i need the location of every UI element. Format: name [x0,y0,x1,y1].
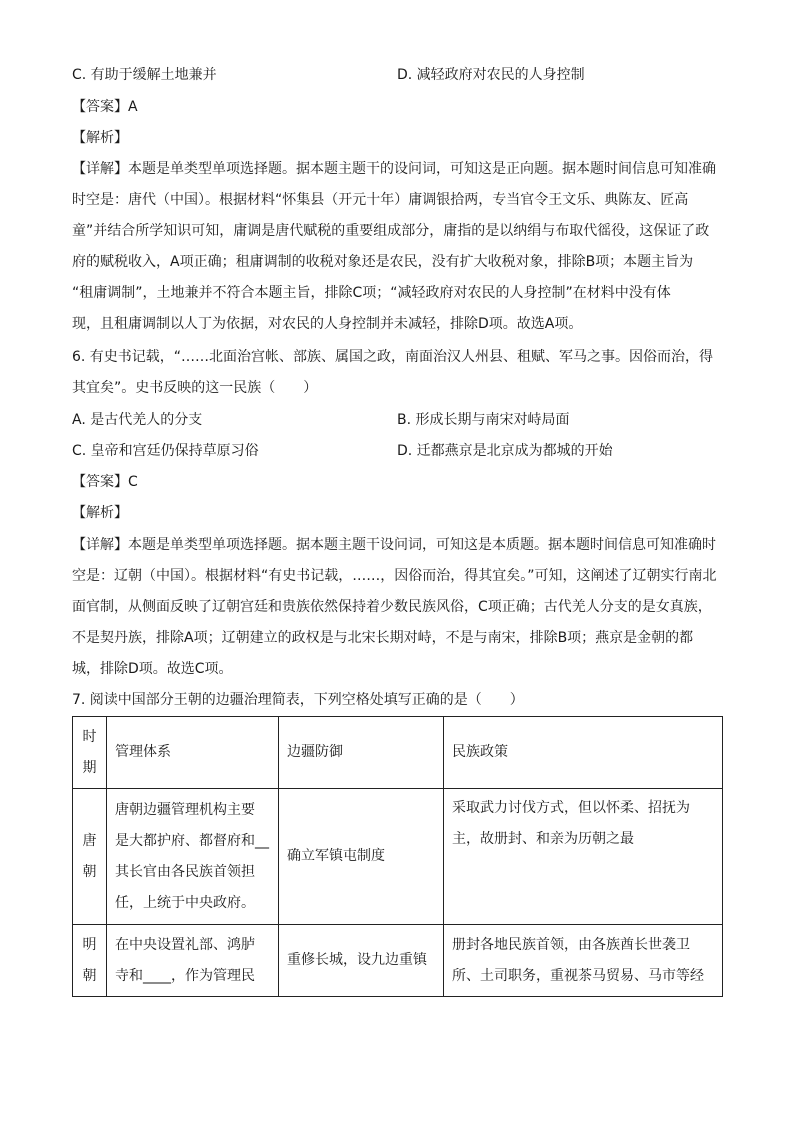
question-7-stem: 7. 阅读中国部分王朝的边疆治理简表，下列空格处填写正确的是（ ） [72,692,524,708]
detail-line: 不是契丹族，排除A项；辽朝建立的政权是与北宋长期对峙，不是与南宋，排除B项；燕京是金朝的都 [72,630,694,646]
detail-line: 面官制，从侧面反映了辽朝宫廷和贵族依然保持着少数民族风俗，C项正确；古代羌人分支的是女真族， [72,599,712,615]
detail-line: 空是：辽朝（中国）。根据材料“有史书记载，……，因俗而治，得其宜矣。”可知，这阐述了辽朝实行南北 [72,568,717,584]
analysis-label: 【解析】 [72,130,128,146]
table-header-cell: 边疆防御 [279,717,444,789]
answer-line: 【答案】A [72,99,138,115]
detail-line: 府的赋税收入，A项正确；租庸调制的收税对象还是农民，没有扩大收税对象，排除B项；本题主旨为 [72,254,694,270]
detail-line: 童”并结合所学知识可知，庸调是唐代赋税的重要组成部分，庸指的是以纳绢与布取代徭役，这保证了政 [72,223,710,239]
table-cell-admin: 在中央设置礼部、鸿胪 寺和____，作为管理民 [107,925,279,997]
question-6-stem: 6. 有史书记载，“……北面治宫帐、部族、属国之政，南面治汉人州县、租赋、军马之事。因俗而治，得 [72,349,714,365]
table-cell-period: 明 朝 [73,925,107,997]
option-b: B. 形成长期与南宋对峙局面 [397,412,570,428]
table-cell-defense: 重修长城，设九边重镇 [279,925,444,997]
detail-line: 【详解】本题是单类型单项选择题。据本题主题干设问词，可知这是本质题。据本题时间信息可知准确时 [72,537,716,553]
table-cell-policy: 册封各地民族首领，由各族酋长世袭卫 所、土司职务，重视茶马贸易、马市等经 [444,925,723,997]
option-c: C. 皇帝和宫廷仍保持草原习俗 [72,443,259,459]
answer-line: 【答案】C [72,474,138,490]
table-cell-admin: 唐朝边疆管理机构主要 是大都护府、都督府和__ 其长官由各民族首领担 任，上统于中央政府。 [107,789,279,925]
detail-line: 现，且租庸调制以人丁为依据，对农民的人身控制并未减轻，排除D项。故选A项。 [72,316,583,332]
detail-line: 【详解】本题是单类型单项选择题。据本题主题干的设问词，可知这是正向题。据本题时间信息可知准确 [72,161,716,177]
table-header-cell: 民族政策 [444,717,723,789]
detail-line: 城，排除D项。故选C项。 [72,661,233,677]
frontier-governance-table [72,716,723,997]
table-cell-period: 唐 朝 [73,789,107,925]
option-d: D. 减轻政府对农民的人身控制 [397,67,585,83]
table-header-cell: 管理体系 [107,717,279,789]
table-header-row [73,717,723,789]
detail-line: 时空是：唐代（中国）。根据材料“怀集县（开元十年）庸调银拾两，专当官令王文乐、典陈友、匠高 [72,192,689,208]
analysis-label: 【解析】 [72,505,128,521]
option-c: C. 有助于缓解土地兼并 [72,67,217,83]
question-6-stem: 其宜矣”。史书反映的这一民族（ ） [72,380,318,396]
table-cell-defense: 确立军镇屯制度 [279,789,444,925]
table-row [73,789,723,925]
option-a: A. 是古代羌人的分支 [72,412,203,428]
table-row [73,925,723,997]
option-d: D. 迁都燕京是北京成为都城的开始 [397,443,613,459]
detail-line: “租庸调制”，土地兼并不符合本题主旨，排除C项；“减轻政府对农民的人身控制”在材料中没有体 [72,285,671,301]
table-cell-policy: 采取武力讨伐方式，但以怀柔、招抚为 主，故册封、和亲为历朝之最 [444,789,723,925]
table-header-cell: 时期 [73,717,107,789]
